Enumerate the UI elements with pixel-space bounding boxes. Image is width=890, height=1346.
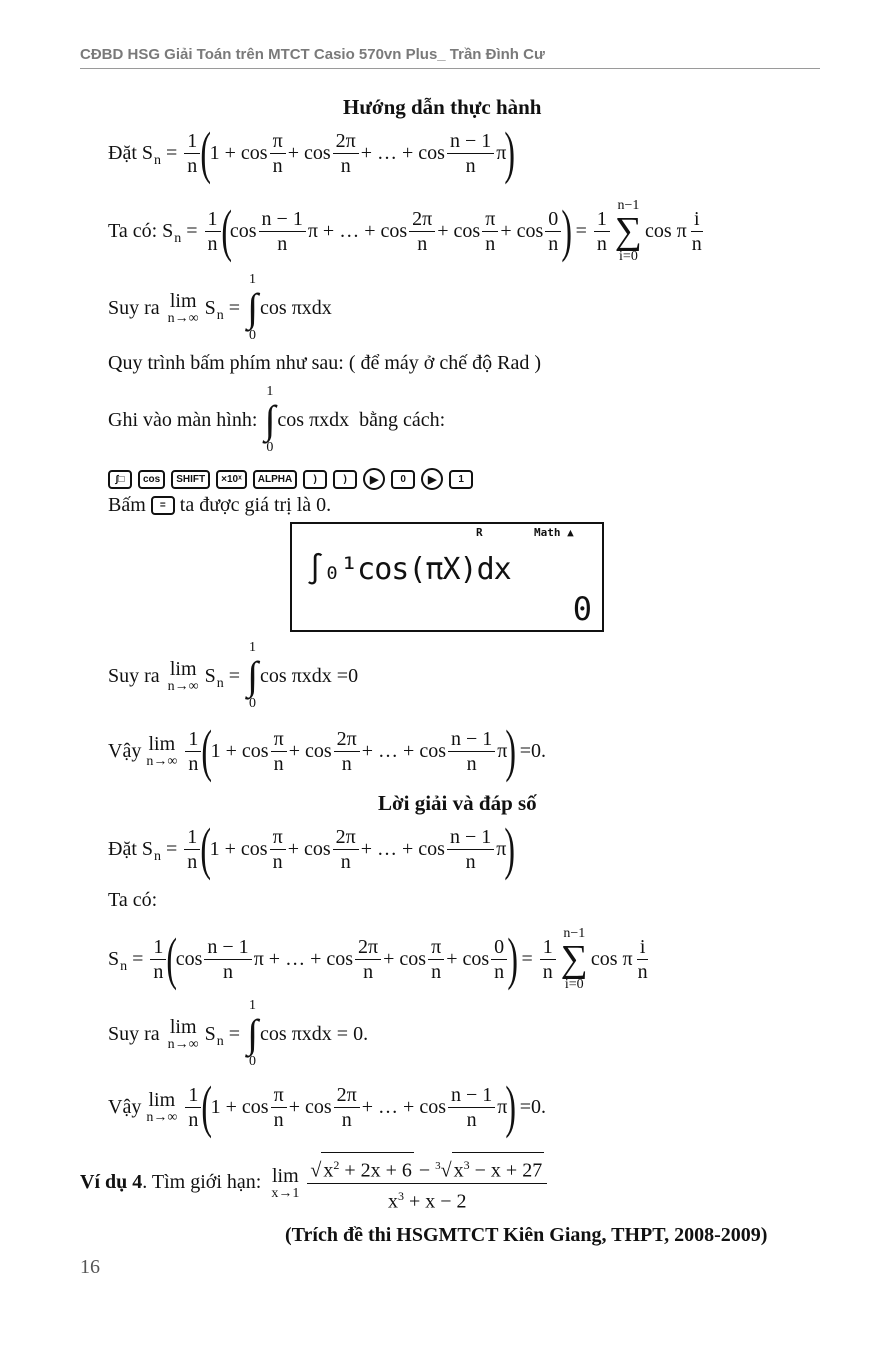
key-procedure-text: Quy trình bấm phím như sau: ( để máy ở chế độ Rad ) (108, 352, 541, 374)
math-indicator: Math ▲ (534, 526, 574, 539)
formula-limit-result-2: Suy ra lim n→∞ S n = 1 ∫ 0 cos πxdx = 0. (108, 998, 369, 1069)
key-sequence (108, 468, 473, 490)
calculator-expression: ∫₀¹cos(πX)dx (306, 552, 511, 587)
page-header: CĐBD HSG Giải Toán trên MTCT Casio 570vn Plus_ Trần Đình Cư (80, 46, 820, 69)
formula-define-sn: Đặt S n = $\frac{1}{n}$ ( 1 + cos $\frac{\pi}{n}$ + cos $\frac{2\pi}{n}$ + … + cos $\frac{n - 1}{n}$ π ) (108, 120, 516, 185)
formula-sum-sn: Ta có: S n = $\frac{1}{n}$ ( cos $\frac{n - 1}{n}$ π + … + cos $\frac{2\pi}{n}$ + cos $\frac{\pi}{n}$ + cos $\frac{0}{n}$ ) = $\frac{1}{n}$ n−1 ∑ i=0 cos π $\frac{i}{n}$ (108, 198, 702, 264)
integral-key: ∫□ (108, 470, 132, 489)
formula-limit-result: Suy ra lim n→∞ S n = 1 ∫ 0 cos πxdx =0 (108, 640, 359, 711)
right-arrow-key: ▶ (421, 468, 443, 490)
example-4: Ví dụ 4 . Tìm giới hạn: lim x→1 $\frac{√ x^2 + 2x + 6 - ^3√ x^3 - x + 27}{x^3 + x - 2}$ (80, 1152, 549, 1213)
cos-key: cos (138, 470, 165, 489)
close-paren-key: ) (303, 470, 327, 489)
zero-key: 0 (391, 470, 415, 489)
formula-sum-sn-2: S n = $\frac{1}{n}$ ( cos $\frac{n - 1}{n}$ π + … + cos $\frac{2\pi}{n}$ + cos $\frac{\pi}{n}$ + cos $\frac{0}{n}$ ) = $\frac{1}{n}$ n−1 ∑ i=0 cos π $\frac{i}{n}$ (108, 926, 648, 992)
formula-conclusion: Vậy lim n→∞ $\frac{1}{n}$ ( 1 + cos $\frac{\pi}{n}$ + cos $\frac{2\pi}{n}$ + … + cos $\frac{n - 1}{n}$ π ) =0. (108, 718, 546, 783)
page-number: 16 (80, 1256, 100, 1278)
section-title-solution: Lời giải và đáp số (378, 791, 537, 815)
alpha-key: ALPHA (253, 470, 297, 489)
formula-conclusion-2: Vậy lim n→∞ $\frac{1}{n}$ ( 1 + cos $\frac{\pi}{n}$ + cos $\frac{2\pi}{n}$ + … + cos $\frac{n - 1}{n}$ π ) =0. (108, 1074, 546, 1139)
right-arrow-key: ▶ (363, 468, 385, 490)
equals-key: = (151, 496, 175, 515)
shift-key: SHIFT (171, 470, 210, 489)
close-paren-key: ) (333, 470, 357, 489)
calculator-result: 0 (572, 590, 592, 628)
screen-input-text: Ghi vào màn hình: 1 ∫ 0 cos πxdx bằng cách: (108, 384, 446, 455)
ta-co-label: Ta có: (108, 889, 158, 911)
formula-limit-integral: Suy ra lim n→∞ S n = 1 ∫ 0 cos πxdx (108, 272, 332, 343)
calculator-screen (290, 522, 604, 632)
x10x-key: ×10ˣ (216, 470, 247, 489)
one-key: 1 (449, 470, 473, 489)
press-equals-text: Bấm = ta được giá trị là 0. (108, 494, 332, 516)
rad-indicator: R (476, 526, 483, 539)
example-source: (Trích đề thi HSGMTCT Kiên Giang, THPT, 2008-2009) (285, 1224, 768, 1246)
section-title-practice: Hướng dẫn thực hành (343, 95, 542, 119)
formula-define-sn-2: Đặt S n = $\frac{1}{n}$ ( 1 + cos $\frac{\pi}{n}$ + cos $\frac{2\pi}{n}$ + … + cos $\frac{n - 1}{n}$ π ) (108, 816, 516, 881)
